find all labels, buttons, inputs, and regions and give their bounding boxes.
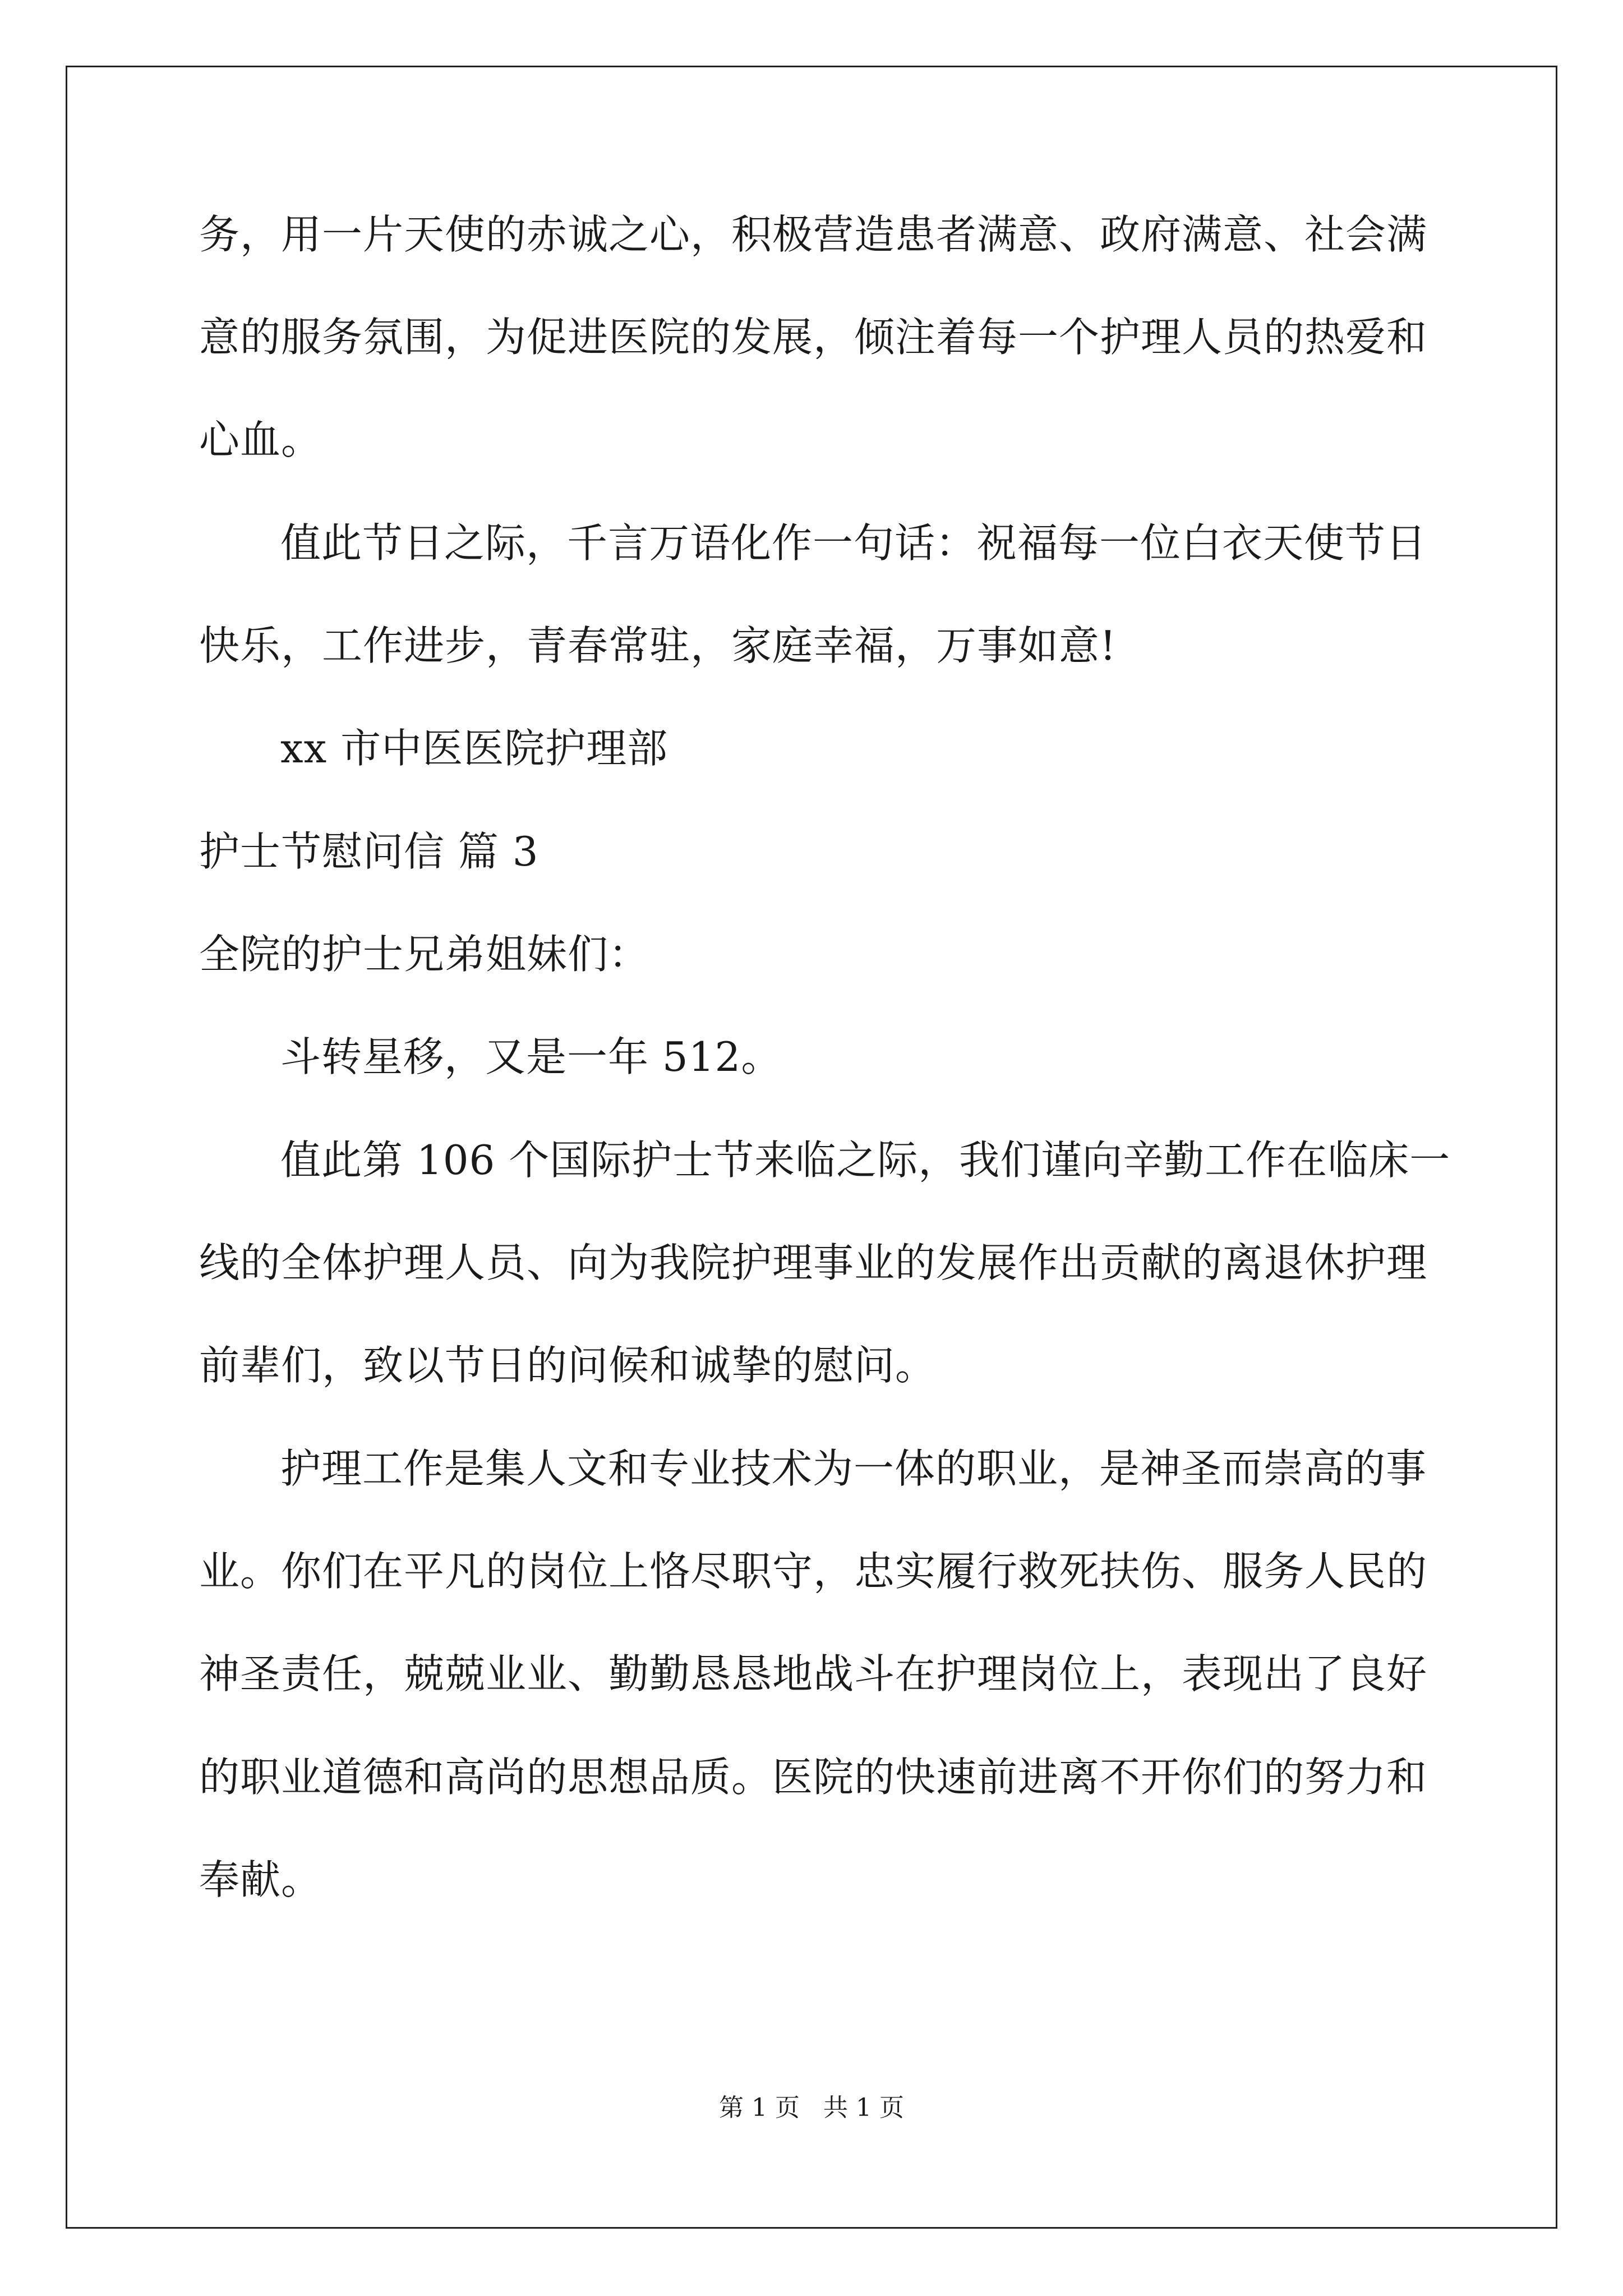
section-heading: 护士节慰问信 篇 3 — [199, 828, 539, 875]
body-line: 神圣责任，兢兢业业、勤勤恳恳地战斗在护理岗位上，表现出了良好 — [199, 1650, 1428, 1697]
body-line: 业。你们在平凡的岗位上恪尽职守，忠实履行救死扶伤、服务人民的 — [199, 1548, 1428, 1595]
salutation: 全院的护士兄弟姐妹们： — [199, 931, 650, 978]
body-line: 线的全体护理人员、向为我院护理事业的发展作出贡献的离退休护理 — [199, 1239, 1428, 1286]
body-line: 值此第 106 个国际护士节来临之际，我们谨向辛勤工作在临床一 — [280, 1137, 1451, 1184]
page-total: 共 1 页 — [823, 2093, 904, 2122]
page-footer — [0, 2091, 1623, 2125]
body-line: 快乐，工作进步，青春常驻，家庭幸福，万事如意! — [199, 622, 1117, 669]
body-line: 值此节日之际，千言万语化作一句话：祝福每一位白衣天使节日 — [280, 519, 1427, 567]
body-line: 斗转星移，又是一年 512。 — [280, 1033, 782, 1080]
body-line: 心血。 — [199, 416, 322, 463]
body-line: 前辈们，致以节日的问候和诚挚的慰问。 — [199, 1342, 937, 1389]
body-line: 的职业道德和高尚的思想品质。医院的快速前进离不开你们的努力和 — [199, 1754, 1428, 1801]
body-line: 务，用一片天使的赤诚之心，积极营造患者满意、政府满意、社会满 — [199, 211, 1428, 258]
body-line: 意的服务氛围，为促进医院的发展，倾注着每一个护理人员的热爱和 — [199, 314, 1428, 361]
body-line: 护理工作是集人文和专业技术为一体的职业，是神圣而崇高的事 — [280, 1445, 1427, 1492]
page-number: 第 1 页 — [719, 2093, 800, 2122]
signature-line: xx 市中医医院护理部 — [280, 725, 668, 772]
body-line: 奉献。 — [199, 1856, 322, 1903]
